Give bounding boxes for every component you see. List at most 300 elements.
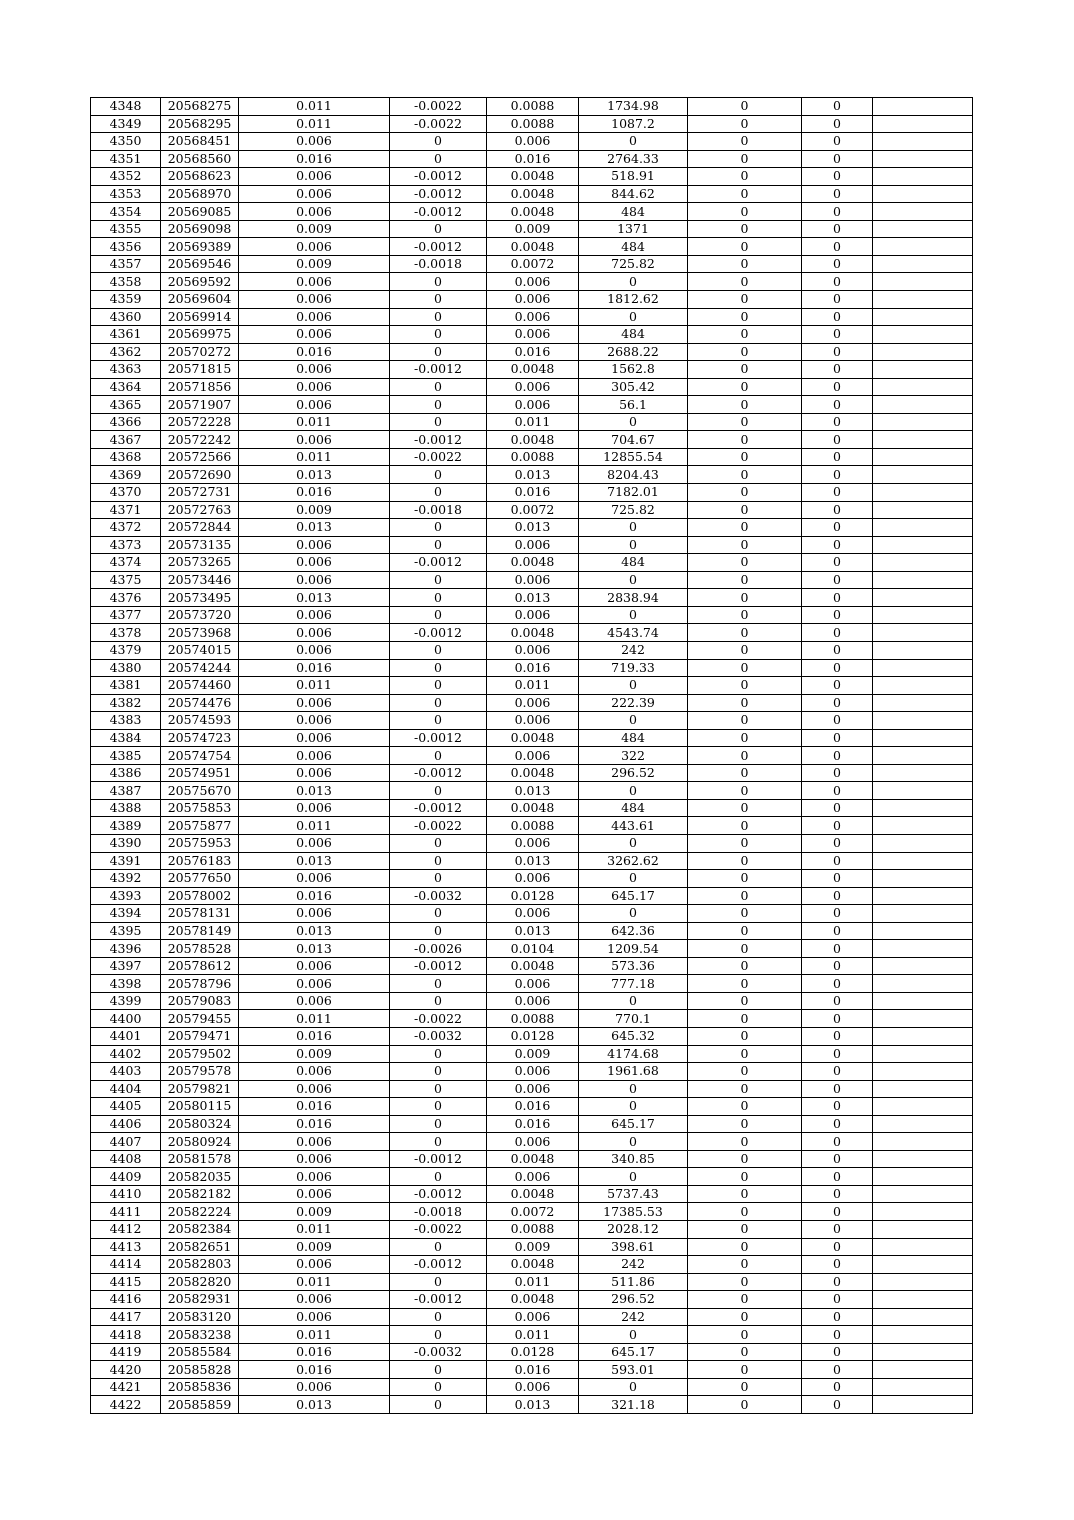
table-cell: 484 <box>579 203 688 221</box>
table-cell: 0 <box>688 396 802 414</box>
table-cell: 20569592 <box>161 273 239 291</box>
table-cell: 0 <box>688 255 802 273</box>
table-row <box>91 150 973 168</box>
table-cell: 0 <box>802 484 873 502</box>
table-cell <box>873 1396 973 1414</box>
table-cell: 0.0048 <box>487 238 579 256</box>
table-cell: -0.0022 <box>390 1010 487 1028</box>
table-cell: 0.013 <box>239 589 390 607</box>
table-cell: 20571815 <box>161 361 239 379</box>
table-cell: 0.013 <box>487 1396 579 1414</box>
table-cell: 20568451 <box>161 133 239 151</box>
table-cell: 20585836 <box>161 1378 239 1396</box>
table-cell: 0.011 <box>487 1273 579 1291</box>
table-row <box>91 1221 973 1239</box>
table-cell: -0.0012 <box>390 554 487 572</box>
table-cell: 0 <box>802 1168 873 1186</box>
table-cell: -0.0032 <box>390 1343 487 1361</box>
table-cell: 4360 <box>91 308 161 326</box>
table-cell: 20574593 <box>161 712 239 730</box>
table-cell <box>873 1343 973 1361</box>
table-cell: 4406 <box>91 1115 161 1133</box>
table-cell: -0.0012 <box>390 238 487 256</box>
table-cell: 0.006 <box>239 641 390 659</box>
table-cell: 484 <box>579 799 688 817</box>
table-cell: 0.011 <box>239 1010 390 1028</box>
table-cell: 0 <box>688 1133 802 1151</box>
table-cell <box>873 1150 973 1168</box>
table-cell: 0 <box>688 747 802 765</box>
table-cell: 20569085 <box>161 203 239 221</box>
table-cell: 4372 <box>91 519 161 537</box>
table-row <box>91 589 973 607</box>
table-cell: 0 <box>390 870 487 888</box>
table-cell: 0.0048 <box>487 203 579 221</box>
table-cell: 0 <box>802 1221 873 1239</box>
table-cell: 0 <box>802 799 873 817</box>
table-cell: 1734.98 <box>579 98 688 116</box>
table-cell: 0.0072 <box>487 255 579 273</box>
table-cell: 4395 <box>91 922 161 940</box>
table-cell: 20578149 <box>161 922 239 940</box>
table-cell <box>873 1308 973 1326</box>
table-cell <box>873 448 973 466</box>
table-row <box>91 729 973 747</box>
table-cell <box>873 1256 973 1274</box>
table-cell: 0.0088 <box>487 1010 579 1028</box>
table-cell: 0 <box>802 1133 873 1151</box>
table-cell: 4362 <box>91 343 161 361</box>
table-cell: 0 <box>579 1378 688 1396</box>
table-row <box>91 1115 973 1133</box>
table-cell: 0.013 <box>239 1396 390 1414</box>
table-cell: 0 <box>688 1291 802 1309</box>
table-cell: 0.016 <box>239 1115 390 1133</box>
table-cell: 0.016 <box>239 484 390 502</box>
table-cell: 0.0104 <box>487 940 579 958</box>
table-cell <box>873 975 973 993</box>
table-cell: 0 <box>688 1027 802 1045</box>
table-cell: 1371 <box>579 220 688 238</box>
table-cell: 0 <box>688 220 802 238</box>
table-cell: 4388 <box>91 799 161 817</box>
table-cell: 484 <box>579 326 688 344</box>
table-cell: 4415 <box>91 1273 161 1291</box>
table-cell: 0 <box>390 782 487 800</box>
table-cell: 20579821 <box>161 1080 239 1098</box>
table-cell: 0 <box>390 1098 487 1116</box>
table-cell: 20582182 <box>161 1185 239 1203</box>
table-cell <box>873 238 973 256</box>
table-cell <box>873 554 973 572</box>
table-cell: 0 <box>688 1221 802 1239</box>
table-cell: 0 <box>688 712 802 730</box>
table-cell: 4397 <box>91 957 161 975</box>
table-cell: 0 <box>688 799 802 817</box>
table-cell: 0.013 <box>239 922 390 940</box>
table-cell: 0 <box>802 501 873 519</box>
table-cell: 0.006 <box>487 712 579 730</box>
table-cell: 4419 <box>91 1343 161 1361</box>
table-cell: 4355 <box>91 220 161 238</box>
table-cell <box>873 185 973 203</box>
table-cell <box>873 1168 973 1186</box>
table-cell: 0 <box>802 905 873 923</box>
table-cell: 0 <box>579 273 688 291</box>
table-cell <box>873 834 973 852</box>
table-cell: 0 <box>390 571 487 589</box>
table-row <box>91 168 973 186</box>
table-cell <box>873 343 973 361</box>
table-cell: 0 <box>390 1378 487 1396</box>
table-cell: 0 <box>390 378 487 396</box>
table-row <box>91 905 973 923</box>
table-cell: 4410 <box>91 1185 161 1203</box>
table-cell: 0 <box>802 624 873 642</box>
table-cell: 20573720 <box>161 606 239 624</box>
table-cell: 0 <box>579 1080 688 1098</box>
table-cell: 322 <box>579 747 688 765</box>
table-cell: 0 <box>802 694 873 712</box>
table-cell: 0 <box>390 220 487 238</box>
table-cell <box>873 852 973 870</box>
table-row <box>91 291 973 309</box>
table-cell: 4418 <box>91 1326 161 1344</box>
table-cell: 0 <box>390 308 487 326</box>
table-cell: -0.0012 <box>390 185 487 203</box>
table-cell: 0.006 <box>487 326 579 344</box>
table-cell: 0.016 <box>239 1361 390 1379</box>
table-cell: 20569604 <box>161 291 239 309</box>
table-cell: 0 <box>802 1361 873 1379</box>
table-cell: 20572228 <box>161 413 239 431</box>
table-cell: 4359 <box>91 291 161 309</box>
table-cell: 20578131 <box>161 905 239 923</box>
table-cell: 0 <box>579 133 688 151</box>
table-cell <box>873 308 973 326</box>
table-row <box>91 554 973 572</box>
table-cell <box>873 326 973 344</box>
table-cell: 20575670 <box>161 782 239 800</box>
table-cell: 0 <box>802 238 873 256</box>
table-cell: 1209.54 <box>579 940 688 958</box>
table-cell: 20574015 <box>161 641 239 659</box>
table-cell <box>873 799 973 817</box>
table-cell: 0 <box>802 1063 873 1081</box>
table-row <box>91 1326 973 1344</box>
table-cell <box>873 1291 973 1309</box>
table-cell: 340.85 <box>579 1150 688 1168</box>
table-cell: 20573446 <box>161 571 239 589</box>
table-row <box>91 1080 973 1098</box>
table-row <box>91 1396 973 1414</box>
table-cell: 0.006 <box>239 431 390 449</box>
table-cell: 0 <box>579 992 688 1010</box>
table-cell: 1087.2 <box>579 115 688 133</box>
table-cell: 0.006 <box>487 870 579 888</box>
table-cell: 4367 <box>91 431 161 449</box>
table-row <box>91 641 973 659</box>
table-cell: 0.0048 <box>487 185 579 203</box>
table-cell <box>873 747 973 765</box>
table-cell: 0.016 <box>239 150 390 168</box>
table-cell: 20568623 <box>161 168 239 186</box>
table-cell: 0 <box>579 1326 688 1344</box>
table-cell <box>873 413 973 431</box>
table-cell: 20574951 <box>161 764 239 782</box>
table-cell: 0 <box>390 291 487 309</box>
table-cell: 0 <box>688 431 802 449</box>
table-cell: 0 <box>802 677 873 695</box>
table-cell <box>873 957 973 975</box>
table-cell: 20579578 <box>161 1063 239 1081</box>
table-cell: 0.009 <box>487 1238 579 1256</box>
table-cell: 4368 <box>91 448 161 466</box>
table-cell: 0 <box>688 98 802 116</box>
table-row <box>91 764 973 782</box>
table-cell: 20569975 <box>161 326 239 344</box>
table-cell: 0 <box>579 782 688 800</box>
table-cell: 0.0128 <box>487 1343 579 1361</box>
table-cell: 4389 <box>91 817 161 835</box>
table-cell: 20578612 <box>161 957 239 975</box>
table-cell: 20582224 <box>161 1203 239 1221</box>
table-cell: 0 <box>688 606 802 624</box>
table-cell: 17385.53 <box>579 1203 688 1221</box>
table-cell: 0 <box>802 1185 873 1203</box>
table-cell: 0 <box>688 1343 802 1361</box>
table-cell: 0 <box>688 308 802 326</box>
table-row <box>91 1133 973 1151</box>
table-cell: 0 <box>688 203 802 221</box>
table-cell: 0 <box>688 448 802 466</box>
table-cell: 0.011 <box>239 413 390 431</box>
table-cell: 0.006 <box>239 1185 390 1203</box>
table-cell: 0 <box>688 413 802 431</box>
table-cell: 0 <box>802 1238 873 1256</box>
table-row <box>91 133 973 151</box>
table-cell: 0 <box>802 115 873 133</box>
table-cell: 20579083 <box>161 992 239 1010</box>
table-row <box>91 799 973 817</box>
table-cell: 0 <box>802 1273 873 1291</box>
table-row <box>91 185 973 203</box>
table-cell: 4377 <box>91 606 161 624</box>
table-cell: 20585828 <box>161 1361 239 1379</box>
table-cell: 242 <box>579 1308 688 1326</box>
table-cell: 4414 <box>91 1256 161 1274</box>
table-cell: 0 <box>688 624 802 642</box>
table-row <box>91 957 973 975</box>
table-cell: 4392 <box>91 870 161 888</box>
table-cell: 0.006 <box>487 1063 579 1081</box>
table-cell: 0.009 <box>239 1203 390 1221</box>
table-cell: 0 <box>390 1308 487 1326</box>
table-cell: 20582384 <box>161 1221 239 1239</box>
table-cell: 4370 <box>91 484 161 502</box>
table-cell: 4384 <box>91 729 161 747</box>
table-cell: 0.006 <box>487 1308 579 1326</box>
table-cell: 0.006 <box>487 834 579 852</box>
table-cell: 0 <box>390 606 487 624</box>
table-cell: 4369 <box>91 466 161 484</box>
table-cell: 0.013 <box>487 922 579 940</box>
table-cell: 0.009 <box>239 255 390 273</box>
table-cell: 0.016 <box>487 1361 579 1379</box>
table-cell: 0 <box>688 501 802 519</box>
table-cell: -0.0012 <box>390 764 487 782</box>
table-cell: 0.011 <box>487 677 579 695</box>
table-cell: 4408 <box>91 1150 161 1168</box>
table-cell: 0 <box>390 1168 487 1186</box>
table-cell <box>873 484 973 502</box>
table-row <box>91 484 973 502</box>
table-cell: 0 <box>688 1185 802 1203</box>
table-row <box>91 712 973 730</box>
table-cell: 0 <box>688 1326 802 1344</box>
table-cell: 0 <box>802 1326 873 1344</box>
table-cell: 0.006 <box>487 1133 579 1151</box>
table-cell: 0.009 <box>239 220 390 238</box>
table-cell: 12855.54 <box>579 448 688 466</box>
table-cell: 704.67 <box>579 431 688 449</box>
table-cell: 4413 <box>91 1238 161 1256</box>
table-cell: 2028.12 <box>579 1221 688 1239</box>
table-row <box>91 255 973 273</box>
table-row <box>91 1168 973 1186</box>
table-cell <box>873 1203 973 1221</box>
table-cell: 20574754 <box>161 747 239 765</box>
table-cell: 0 <box>390 1238 487 1256</box>
table-cell: 0.006 <box>239 1168 390 1186</box>
table-cell: 0.006 <box>239 1150 390 1168</box>
table-cell: 0 <box>802 1343 873 1361</box>
table-cell: 0.006 <box>239 291 390 309</box>
table-cell: 20574460 <box>161 677 239 695</box>
table-cell <box>873 1010 973 1028</box>
table-cell: 0 <box>688 291 802 309</box>
table-row <box>91 519 973 537</box>
table-cell: 4398 <box>91 975 161 993</box>
table-cell: 0 <box>688 782 802 800</box>
table-cell: 0.006 <box>239 326 390 344</box>
table-cell: -0.0032 <box>390 1027 487 1045</box>
table-cell: 20580924 <box>161 1133 239 1151</box>
table-cell: 0 <box>802 957 873 975</box>
table-cell <box>873 150 973 168</box>
table-cell: 0.006 <box>239 870 390 888</box>
table-cell: 20585584 <box>161 1343 239 1361</box>
table-cell: 0 <box>802 764 873 782</box>
table-cell: 20572763 <box>161 501 239 519</box>
table-cell <box>873 641 973 659</box>
table-cell: 4399 <box>91 992 161 1010</box>
table-cell: 20569098 <box>161 220 239 238</box>
table-cell: 0 <box>802 343 873 361</box>
table-cell: 0.009 <box>239 1238 390 1256</box>
table-cell: 0 <box>390 659 487 677</box>
table-cell: 0.0048 <box>487 624 579 642</box>
table-cell: 0.006 <box>239 905 390 923</box>
table-cell <box>873 1361 973 1379</box>
table-cell: 20578002 <box>161 887 239 905</box>
table-cell: 4351 <box>91 150 161 168</box>
table-cell: 0.006 <box>487 291 579 309</box>
table-cell <box>873 870 973 888</box>
table-cell: 5737.43 <box>579 1185 688 1203</box>
table-cell: 20572566 <box>161 448 239 466</box>
table-cell: 2688.22 <box>579 343 688 361</box>
table-cell: 4349 <box>91 115 161 133</box>
table-row <box>91 238 973 256</box>
table-cell: 20579502 <box>161 1045 239 1063</box>
table-cell: 3262.62 <box>579 852 688 870</box>
table-row <box>91 852 973 870</box>
table-cell: 398.61 <box>579 1238 688 1256</box>
table-cell: 0.006 <box>239 624 390 642</box>
table-cell: 0.006 <box>487 308 579 326</box>
table-cell: 0 <box>579 1168 688 1186</box>
table-cell: 20571856 <box>161 378 239 396</box>
table-cell: 0.006 <box>487 1168 579 1186</box>
table-cell: 4402 <box>91 1045 161 1063</box>
table-cell: 0.006 <box>487 606 579 624</box>
table-cell: 0 <box>390 466 487 484</box>
table-cell: 20579471 <box>161 1027 239 1045</box>
table-cell: 4357 <box>91 255 161 273</box>
table-cell: 0 <box>802 712 873 730</box>
table-cell: 20582931 <box>161 1291 239 1309</box>
table-cell: 20570272 <box>161 343 239 361</box>
table-cell: 0.006 <box>239 764 390 782</box>
table-cell: 0.011 <box>487 413 579 431</box>
table-cell: 0 <box>688 1168 802 1186</box>
table-cell: 0 <box>688 1080 802 1098</box>
table-cell: 0 <box>802 185 873 203</box>
table-cell: 0 <box>802 834 873 852</box>
table-row <box>91 1098 973 1116</box>
table-cell: 0 <box>802 413 873 431</box>
table-cell: 0.006 <box>487 536 579 554</box>
table-row <box>91 1045 973 1063</box>
table-cell <box>873 431 973 449</box>
table-cell: 0.006 <box>239 1378 390 1396</box>
table-cell: 0.0048 <box>487 799 579 817</box>
table-cell: 20572731 <box>161 484 239 502</box>
table-row <box>91 378 973 396</box>
table-cell: 20581578 <box>161 1150 239 1168</box>
table-cell: 0.011 <box>239 1326 390 1344</box>
table-row <box>91 659 973 677</box>
table-cell <box>873 694 973 712</box>
table-cell <box>873 1080 973 1098</box>
table-cell: 0.006 <box>239 834 390 852</box>
table-cell: 0 <box>390 484 487 502</box>
table-row <box>91 624 973 642</box>
table-cell: 0.006 <box>239 1080 390 1098</box>
table-cell <box>873 817 973 835</box>
table-cell: 0 <box>688 1045 802 1063</box>
table-cell: 0.006 <box>239 273 390 291</box>
table-cell: -0.0018 <box>390 255 487 273</box>
table-cell <box>873 571 973 589</box>
table-cell: 0.006 <box>239 238 390 256</box>
table-row <box>91 992 973 1010</box>
table-cell: 0.013 <box>487 466 579 484</box>
table-cell: 0.006 <box>487 1080 579 1098</box>
table-cell: 0 <box>390 694 487 712</box>
table-cell: 296.52 <box>579 1291 688 1309</box>
